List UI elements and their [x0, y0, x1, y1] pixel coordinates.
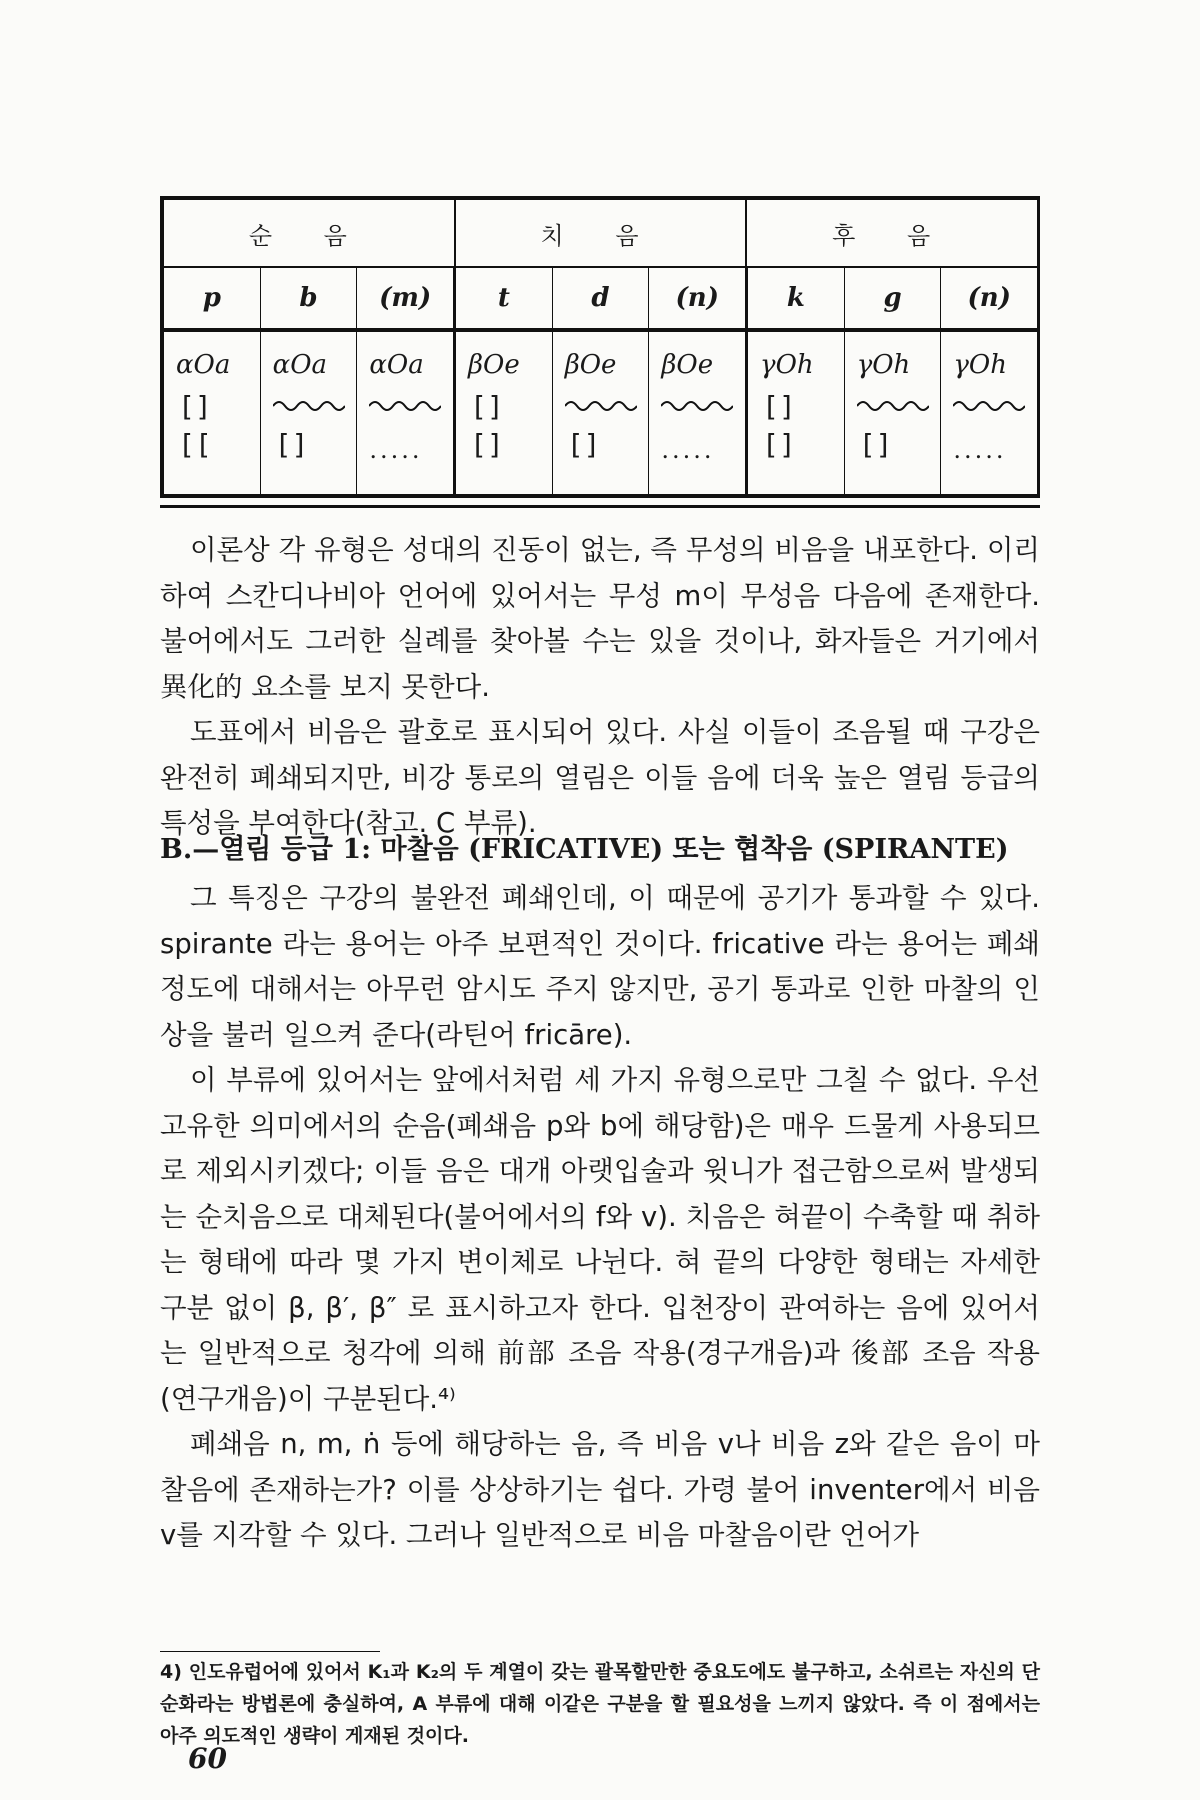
paragraph: 폐쇄음 n, m, ṅ 등에 해당하는 음, 즉 비음 v나 비음 z와 같은 음이 마찰음에 존재하는가? 이를 상상하기는 쉽다. 가령 불어 inventer에서 비음 v를 지각할 수 있다. 그러나 일반적으로 비음 마찰음이란 언어가	[160, 1428, 1040, 1551]
vibration-wave-icon	[953, 398, 1025, 414]
paragraph: 도표에서 비음은 괄호로 표시되어 있다. 사실 이들이 조음될 때 구강은 완전히 폐쇄되지만, 비강 통로의 열림은 이들 음에 더욱 높은 열림 등급의 특성을 부여한다(참고. C 부류).	[160, 716, 1040, 839]
articulation-cell	[261, 332, 358, 498]
vibration-wave-icon	[857, 398, 929, 414]
consonant-cell: k	[748, 268, 845, 328]
closure-mark: [[	[178, 428, 212, 461]
articulation-cell	[357, 332, 456, 498]
paragraph: 이 부류에 있어서는 앞에서처럼 세 가지 유형으로만 그칠 수 없다. 우선 고유한 의미에서의 순음(폐쇄음 p와 b에 해당함)은 매우 드물게 사용되므로 제외시키겠다; 이들 음은 대개 아랫입술과 윗니가 접근함으로써 발생되는 순치음으로 대체된다(불어에서의 f와 v). 치음은 혀끝이 수축할 때 취하는 형태에 따라 몇 가지 변이체로 나뉜다. 혀 끝의 다양한 형태는 자세한 구분 없이 β, β′, β″ 로 표시하고자 한다. 입천장이 관여하는 음에 있어서는 일반적으로 청각에 의해 前部 조음 작용(경구개음)과 後部 조음 작용(연구개음)이 구분된다.⁴⁾	[160, 1064, 1040, 1415]
articulation-formula: αOa	[369, 350, 424, 380]
intro-text	[160, 528, 1040, 847]
consonant-row	[164, 268, 1037, 332]
vibration-wave-icon	[369, 398, 441, 414]
group-labial: 순 음	[164, 200, 456, 266]
consonant-cell: t	[456, 268, 553, 328]
articulation-formula: βOe	[661, 350, 714, 380]
vibration-wave-icon	[565, 398, 637, 414]
articulation-cell	[845, 332, 942, 498]
nasal-dots: .....	[369, 436, 423, 464]
closure-mark: []	[566, 428, 601, 461]
closure-mark: []	[858, 428, 893, 461]
paragraph: 이론상 각 유형은 성대의 진동이 없는, 즉 무성의 비음을 내포한다. 이리하여 스칸디나비아 언어에 있어서는 무성 m이 무성음 다음에 존재한다. 불어에서도 그러한 실례를 찾아볼 수는 있을 것이나, 화자들은 거기에서 異化的 요소를 보지 못한다.	[160, 534, 1040, 703]
page-number: 60	[188, 1742, 227, 1775]
consonant-cell: (m)	[357, 268, 456, 328]
section-heading-block	[160, 826, 1040, 874]
articulation-formula: γOh	[953, 350, 1007, 380]
paragraph: 그 특징은 구강의 불완전 폐쇄인데, 이 때문에 공기가 통과할 수 있다. spirante 라는 용어는 아주 보편적인 것이다. fricative 라는 용어는 폐쇄 정도에 대해서는 아무런 암시도 주지 않지만, 공기 통과로 인한 마찰의 인상을 불러 일으켜 준다(라틴어 fricāre).	[160, 882, 1040, 1051]
consonant-cell: p	[164, 268, 261, 328]
articulation-cell	[649, 332, 748, 498]
articulation-formula: βOe	[564, 350, 617, 380]
articulation-cell	[553, 332, 650, 498]
consonant-cell: d	[553, 268, 650, 328]
consonant-cell: g	[845, 268, 942, 328]
nasal-dots: .....	[953, 436, 1007, 464]
articulation-cell	[456, 332, 553, 498]
closure-mark: []	[178, 390, 212, 423]
articulation-formula: βOe	[468, 350, 520, 380]
articulation-formula: γOh	[856, 350, 911, 380]
closure-mark: []	[762, 390, 796, 423]
consonant-cell: (n)	[967, 283, 1011, 313]
phonetic-table	[160, 196, 1040, 498]
articulation-formula: αOa	[176, 350, 231, 380]
group-dental: 치 음	[456, 200, 748, 266]
articulation-cell	[164, 332, 261, 498]
vibration-wave-icon	[661, 398, 733, 414]
footnote: 4) 인도유럽어에 있어서 K₁과 K₂의 두 계열이 갖는 괄목할만한 중요도에도 불구하고, 소쉬르는 자신의 단순화라는 방법론에 충실하여, A 부류에 대해 이같은 구분을 할 필요성을 느끼지 않았다. 즉 이 점에서는 아주 의도적인 생략이 게재된 것이다.	[160, 1661, 1040, 1747]
articulation-formula: γOh	[760, 350, 814, 380]
articulation-cell	[941, 332, 1037, 498]
articulation-cell	[748, 332, 845, 498]
group-header-row	[164, 200, 1037, 268]
section-heading: B.—열림 등급 1: 마찰음 (FRICATIVE) 또는 협착음 (SPIRANTE)	[160, 834, 1009, 865]
articulation-row	[164, 332, 1037, 498]
closure-mark: []	[470, 390, 504, 423]
closure-mark: []	[274, 428, 309, 461]
closure-mark: []	[762, 428, 796, 461]
footnote-rule	[160, 1651, 380, 1652]
consonant-cell: (n)	[649, 268, 748, 328]
articulation-formula: αOa	[272, 350, 328, 380]
group-guttural: 후 음	[832, 221, 953, 250]
section-body	[160, 876, 1040, 1559]
consonant-cell: b	[261, 268, 358, 328]
closure-mark: []	[470, 428, 504, 461]
vibration-wave-icon	[273, 398, 345, 414]
nasal-dots: .....	[661, 436, 715, 464]
